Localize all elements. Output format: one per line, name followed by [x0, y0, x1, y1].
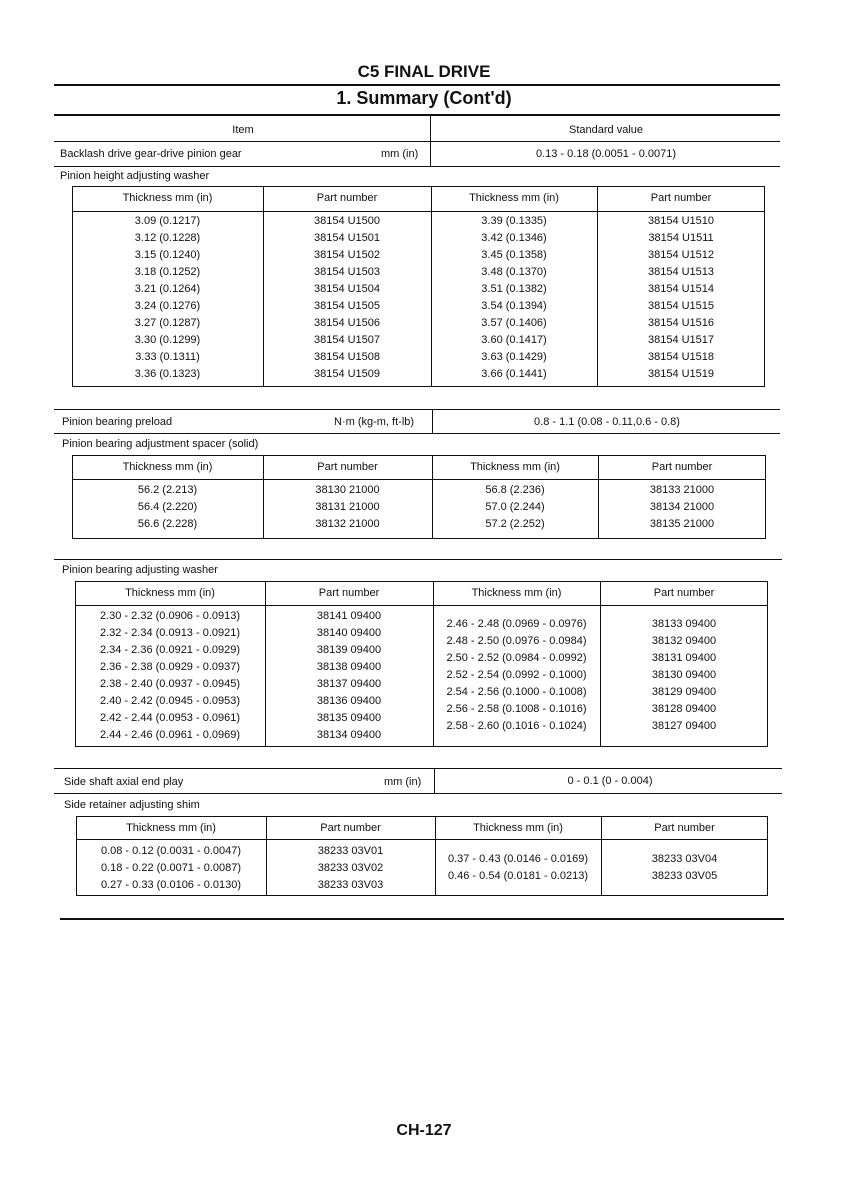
backlash-line — [54, 166, 780, 167]
table-cell: 38130 09400 — [651, 669, 717, 681]
table-cell: 2.48 - 2.50 (0.0976 - 0.0984) — [446, 635, 587, 647]
part-number-column — [265, 608, 433, 744]
table-cell: 2.58 - 2.60 (0.1016 - 0.1024) — [446, 720, 587, 732]
table-header: Part number — [653, 587, 715, 599]
table-cell: 38140 09400 — [316, 627, 382, 639]
table-cell: 0.27 - 0.33 (0.0106 - 0.0130) — [100, 879, 242, 891]
thickness-column — [76, 843, 266, 894]
thickness-column — [72, 482, 263, 533]
table-cell: 38154 U1512 — [647, 249, 715, 261]
table-cell: 3.48 (0.1370) — [481, 266, 547, 278]
table-cell: 38154 U1517 — [647, 334, 715, 346]
table-cell: 38129 09400 — [651, 686, 717, 698]
table-cell: 2.52 - 2.54 (0.0992 - 0.1000) — [446, 669, 587, 681]
table-cell: 2.42 - 2.44 (0.0953 - 0.0961) — [99, 712, 241, 724]
pinion-bearing-washer-title: Pinion bearing adjusting washer — [62, 564, 218, 576]
part-number-column — [597, 213, 765, 383]
section-title: 1. Summary (Cont'd) — [336, 88, 512, 108]
part-number-column — [600, 616, 768, 735]
table-header: Part number — [317, 461, 378, 473]
part-number-column — [601, 851, 768, 885]
table-cell: 3.21 (0.1264) — [134, 283, 201, 295]
table-header: Thickness mm (in) — [126, 822, 216, 834]
side-retainer-shim-title: Side retainer adjusting shim — [64, 799, 200, 811]
table-header: Thickness mm (in) — [125, 587, 215, 599]
thickness-column — [433, 616, 600, 735]
table-cell: 38136 09400 — [316, 695, 382, 707]
table-cell: 38141 09400 — [316, 610, 382, 622]
thickness-column — [72, 213, 263, 383]
table-cell: 38132 09400 — [651, 635, 717, 647]
preload-label: Pinion bearing preload — [62, 416, 173, 428]
table-header: Part number — [654, 822, 715, 834]
table-cell: 38154 U1502 — [313, 249, 381, 261]
backlash-unit: mm (in) — [381, 148, 419, 160]
table-cell: 3.66 (0.1441) — [481, 368, 547, 380]
chapter-title: C5 FINAL DRIVE — [357, 62, 491, 81]
table-cell: 38154 U1516 — [647, 317, 715, 329]
side-shaft-top-line — [54, 768, 782, 769]
table-cell: 3.51 (0.1382) — [481, 283, 547, 295]
table-cell: 38131 09400 — [651, 652, 717, 664]
table-cell: 38154 U1519 — [647, 368, 715, 380]
table-cell: 38233 03V01 — [317, 845, 384, 857]
table-cell: 2.40 - 2.42 (0.0945 - 0.0953) — [99, 695, 241, 707]
preload-unit: N·m (kg-m, ft-lb) — [334, 416, 415, 428]
table-cell: 2.56 - 2.58 (0.1008 - 0.1016) — [446, 703, 587, 715]
table-cell: 38154 U1515 — [647, 300, 715, 312]
table-cell: 38138 09400 — [316, 661, 382, 673]
table-cell: 38233 03V05 — [651, 870, 718, 882]
table-cell: 38154 U1503 — [313, 266, 381, 278]
table-header: Thickness mm (in) — [473, 822, 563, 834]
table-cell: 2.30 - 2.32 (0.0906 - 0.0913) — [99, 610, 241, 622]
part-number-column — [263, 482, 432, 533]
table-cell: 0.18 - 0.22 (0.0071 - 0.0087) — [100, 862, 242, 874]
table-cell: 0.37 - 0.43 (0.0146 - 0.0169) — [447, 853, 589, 865]
page-number: CH-127 — [396, 1122, 452, 1139]
thickness-column — [432, 482, 598, 533]
table-cell: 3.39 (0.1335) — [481, 215, 547, 227]
table-cell: 2.36 - 2.38 (0.0929 - 0.0937) — [99, 661, 241, 673]
table-cell: 38154 U1509 — [313, 368, 381, 380]
part-number-column — [266, 843, 435, 894]
col-item-header: Item — [232, 124, 254, 136]
part-number-column — [263, 213, 431, 383]
table-cell: 38154 U1511 — [648, 232, 714, 244]
table-cell: 2.44 - 2.46 (0.0961 - 0.0969) — [99, 729, 241, 741]
table-cell: 38137 09400 — [316, 678, 382, 690]
table-cell: 38154 U1510 — [647, 215, 715, 227]
table-cell: 38133 21000 — [649, 484, 715, 496]
table-cell: 2.50 - 2.52 (0.0984 - 0.0992) — [446, 652, 587, 664]
table-header: Part number — [651, 461, 713, 473]
part-number-column — [598, 482, 766, 533]
table-cell: 56.4 (2.220) — [137, 501, 198, 513]
table-cell: 38154 U1514 — [647, 283, 715, 295]
table-cell: 3.12 (0.1228) — [134, 232, 201, 244]
pinion-height-washer-title: Pinion height adjusting washer — [60, 170, 210, 182]
table-header: Part number — [316, 192, 378, 204]
table-cell: 2.32 - 2.34 (0.0913 - 0.0921) — [99, 627, 241, 639]
table-cell: 38127 09400 — [651, 720, 717, 732]
table-cell: 3.09 (0.1217) — [134, 215, 201, 227]
table-header: Thickness mm (in) — [122, 461, 213, 473]
table-cell: 3.45 (0.1358) — [481, 249, 547, 261]
table-header: Part number — [320, 822, 381, 834]
table-header: Part number — [650, 192, 712, 204]
table-cell: 56.6 (2.228) — [137, 518, 198, 530]
table-cell: 3.18 (0.1252) — [134, 266, 201, 278]
table-cell: 3.54 (0.1394) — [481, 300, 547, 312]
table-cell: 38131 21000 — [315, 501, 380, 513]
table-cell: 38134 09400 — [316, 729, 382, 741]
table-cell: 38154 U1513 — [647, 266, 715, 278]
table-header: Part number — [318, 587, 380, 599]
table-cell: 57.2 (2.252) — [485, 518, 545, 530]
table-cell: 3.57 (0.1406) — [481, 317, 547, 329]
table-header: Thickness mm (in) — [469, 192, 559, 204]
table-cell: 38130 21000 — [315, 484, 380, 496]
side-shaft-label: Side shaft axial end play — [64, 776, 184, 788]
table-header: Thickness mm (in) — [471, 587, 562, 599]
table-cell: 3.27 (0.1287) — [134, 317, 201, 329]
side-shaft-value: 0 - 0.1 (0 - 0.004) — [567, 775, 653, 787]
table-cell: 38233 03V04 — [651, 853, 718, 865]
table-header: Thickness mm (in) — [122, 192, 213, 204]
table-cell: 38154 U1505 — [313, 300, 381, 312]
table-cell: 3.24 (0.1276) — [134, 300, 201, 312]
table-cell: 38154 U1507 — [313, 334, 381, 346]
preload-top-line — [54, 409, 780, 410]
table-cell: 2.38 - 2.40 (0.0937 - 0.0945) — [99, 678, 241, 690]
col-standard-header: Standard value — [569, 124, 643, 136]
table-cell: 38154 U1506 — [313, 317, 381, 329]
table-cell: 0.46 - 0.54 (0.0181 - 0.0213) — [447, 870, 589, 882]
table-cell: 38133 09400 — [651, 618, 717, 630]
table-cell: 38233 03V02 — [317, 862, 384, 874]
table-cell: 38154 U1518 — [647, 351, 715, 363]
table-cell: 38132 21000 — [315, 518, 380, 530]
table-cell: 38135 21000 — [649, 518, 715, 530]
table-cell: 57.0 (2.244) — [485, 501, 545, 513]
table-cell: 38154 U1500 — [313, 215, 381, 227]
side-shaft-unit: mm (in) — [384, 776, 422, 788]
table-cell: 3.15 (0.1240) — [134, 249, 201, 261]
table-cell: 0.08 - 0.12 (0.0031 - 0.0047) — [100, 845, 242, 857]
bearing-washer-top-line — [54, 559, 782, 560]
thickness-column — [75, 608, 265, 744]
thickness-column — [435, 851, 601, 885]
side-shaft-bottom-line — [54, 793, 782, 794]
final-line — [60, 918, 784, 920]
preload-value: 0.8 - 1.1 (0.08 - 0.11,0.6 - 0.8) — [534, 416, 680, 428]
table-cell: 3.63 (0.1429) — [481, 351, 547, 363]
table-cell: 38154 U1501 — [313, 232, 381, 244]
table-cell: 38134 21000 — [649, 501, 715, 513]
title-divider — [54, 84, 780, 86]
table-cell: 56.2 (2.213) — [137, 484, 198, 496]
table-cell: 2.54 - 2.56 (0.1000 - 0.1008) — [446, 686, 587, 698]
backlash-value: 0.13 - 0.18 (0.0051 - 0.0071) — [535, 148, 677, 160]
pinion-spacer-title: Pinion bearing adjustment spacer (solid) — [62, 438, 259, 450]
preload-bottom-line — [54, 433, 780, 434]
table-header: Thickness mm (in) — [470, 461, 560, 473]
table-cell: 38154 U1504 — [313, 283, 381, 295]
table-cell: 2.34 - 2.36 (0.0921 - 0.0929) — [99, 644, 241, 656]
table-cell: 3.36 (0.1323) — [134, 368, 201, 380]
table-cell: 3.30 (0.1299) — [134, 334, 201, 346]
table-cell: 3.33 (0.1311) — [135, 351, 200, 363]
table-cell: 3.42 (0.1346) — [481, 232, 547, 244]
summary-header-line — [54, 141, 780, 142]
table-cell: 38128 09400 — [651, 703, 717, 715]
table-cell: 38233 03V03 — [317, 879, 384, 891]
table-cell: 38135 09400 — [316, 712, 382, 724]
table-cell: 2.46 - 2.48 (0.0969 - 0.0976) — [446, 618, 587, 630]
table-cell: 56.8 (2.236) — [485, 484, 545, 496]
backlash-label: Backlash drive gear-drive pinion gear — [60, 148, 242, 160]
title-underline — [54, 114, 780, 116]
table-cell: 38139 09400 — [316, 644, 382, 656]
table-cell: 38154 U1508 — [313, 351, 381, 363]
thickness-column — [431, 213, 597, 383]
table-cell: 3.60 (0.1417) — [481, 334, 547, 346]
